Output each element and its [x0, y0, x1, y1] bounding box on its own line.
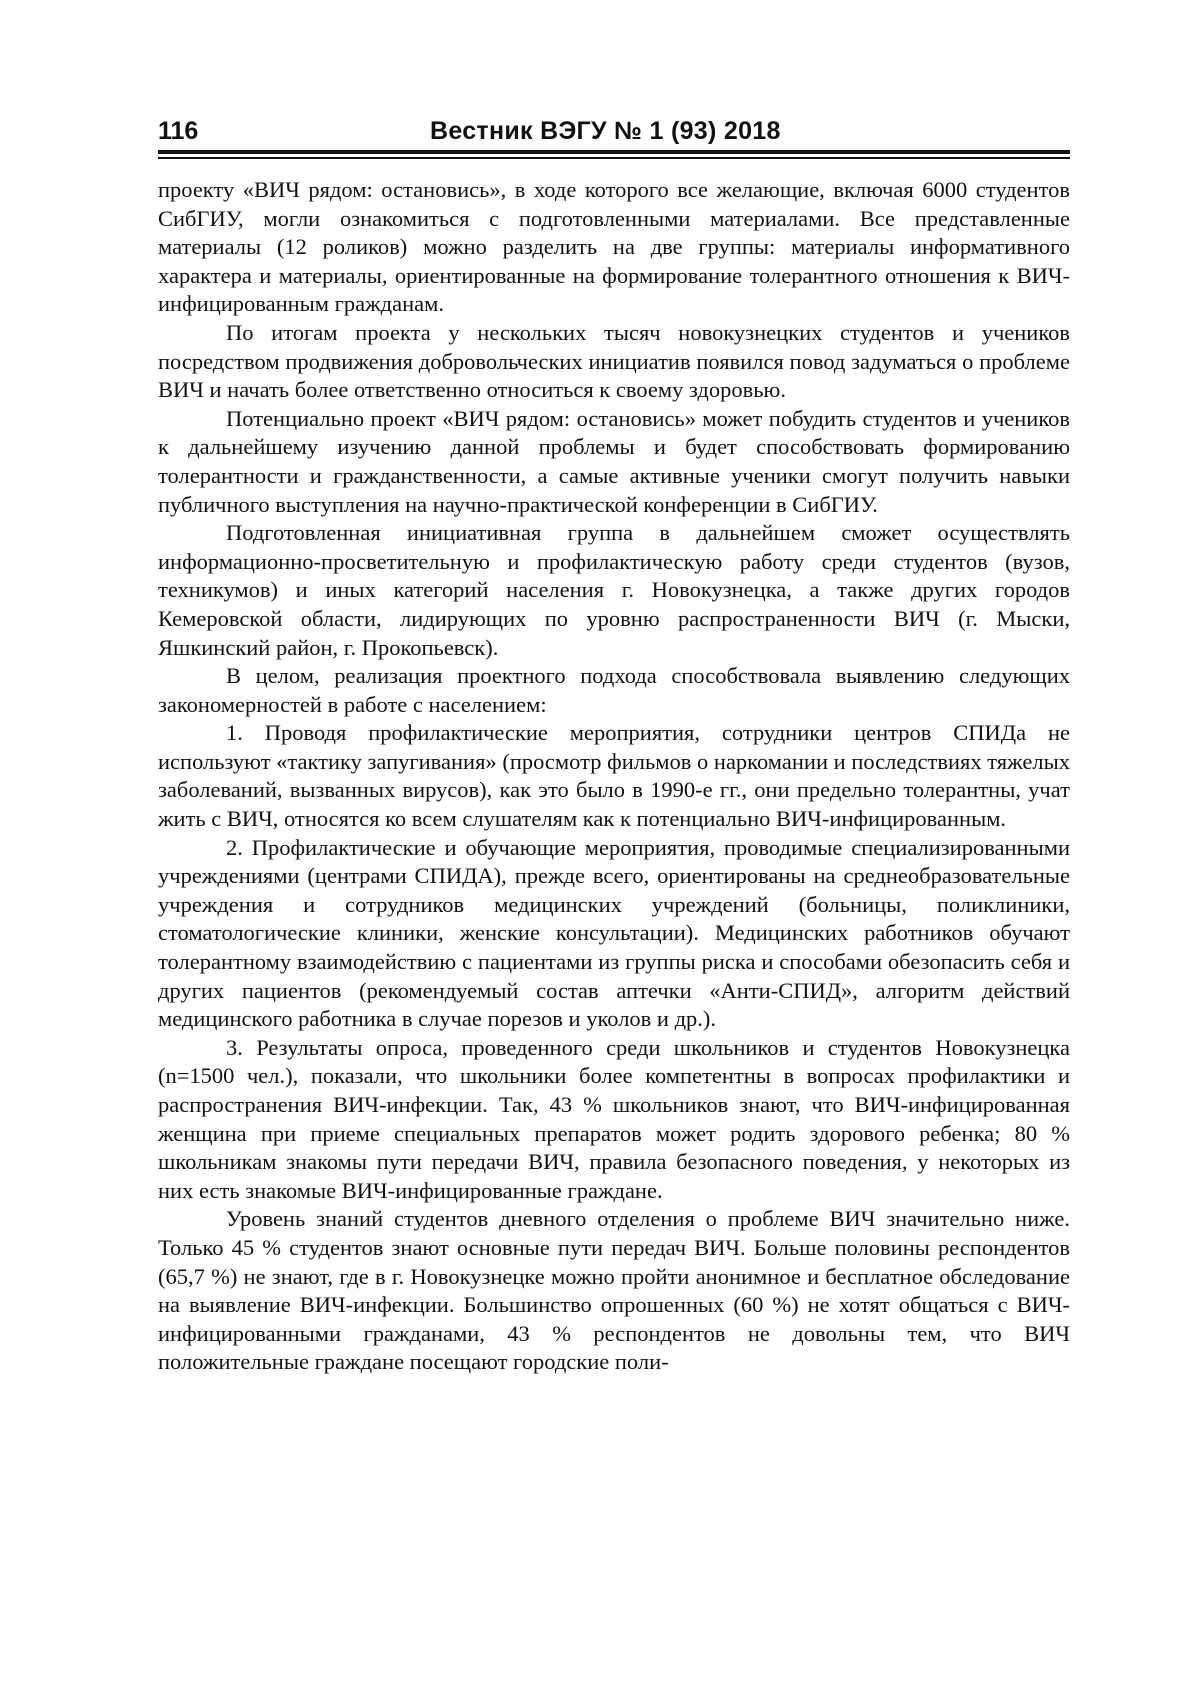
page-number: 116 [158, 117, 199, 145]
list-item-1: 1. Проводя профилактические мероприятия, сотрудники центров СПИДа не используют «тактику запугивания» (просмотр фильмов о наркомании и последствиях тяжелых заболеваний, вызванных вирусов), как это было в 1990-е гг., они предельно толерантны, учат жить с ВИЧ, относятся ко всем слушателям как к потенциально ВИЧ-инфицированным. [158, 720, 1070, 832]
paragraph-3: Потенциально проект «ВИЧ рядом: остановись» может побудить студентов и учеников к дальнейшему изучению данной проблемы и будет способствовать формированию толерантности и гражданственности, а самые активные ученики смогут получить навыки публичного выступления на научно-практической конференции в СибГИУ. [158, 405, 1070, 517]
list-item-2: 2. Профилактические и обучающие мероприятия, проводимые специализированными учреждениями (центрами СПИДА), прежде всего, ориентированы на среднеобразовательные учреждения и сотрудников медицинских учреждений (больницы, поликлиники, стоматологические клиники, женские консультации). Медицинских работников обучают толерантному взаимодействию с пациентами из группы риска и способами обезопасить себя и других пациентов (рекомендуемый состав аптечки «Анти-СПИД», алгоритм действий медицинского работника в случае порезов и уколов и др.). [158, 834, 1070, 1032]
header-rule-thick [158, 150, 1070, 154]
paragraph-2: По итогам проекта у нескольких тысяч новокузнецких студентов и учеников посредством продвижения добровольческих инициатив появился повод задуматься о проблеме ВИЧ и начать более ответственно относиться к своему здоровью. [158, 319, 1070, 403]
header-rule-thin [158, 157, 1070, 159]
paragraph-6: Уровень знаний студентов дневного отделения о проблеме ВИЧ значительно ниже. Только 45 % студентов знают основные пути передач ВИЧ. Больше половины респондентов (65,7 %) не знают, где в г. Новокузнецке можно пройти анонимное и бесплатное обследование на выявление ВИЧ-инфекции. Большинство опрошенных (60 %) не хотят общаться с ВИЧ-инфицированными гражданами, 43 % респондентов не довольны тем, что ВИЧ положительные граждане посещают городские поли- [158, 1206, 1070, 1375]
paragraph-4: Подготовленная инициативная группа в дальнейшем сможет осуществлять информационно-просветительную и профилактическую работу среди студентов (вузов, техникумов) и иных категорий населения г. Новокузнецка, а также других городов Кемеровской области, лидирующих по уровню распространенности ВИЧ (г. Мыски, Яшкинский район, г. Прокопьевск). [158, 520, 1070, 660]
journal-title: Вестник ВЭГУ № 1 (93) 2018 [430, 117, 781, 145]
running-header [158, 113, 1070, 149]
list-item-3: 3. Результаты опроса, проведенного среди школьников и студентов Новокузнецка (n=1500 чел.), показали, что школьники более компетентны в вопросах профилактики и распространения ВИЧ-инфекции. Так, 43 % школьников знают, что ВИЧ-инфицированная женщина при приеме специальных препаратов может родить здорового ребенка; 80 % школьникам знакомы пути передачи ВИЧ, правила безопасного поведения, у некоторых из них есть знакомые ВИЧ-инфицированные граждане. [158, 1034, 1070, 1203]
paragraph-1: проекту «ВИЧ рядом: остановись», в ходе которого все желающие, включая 6000 студентов СибГИУ, могли ознакомиться с подготовленными материалами. Все представленные материалы (12 роликов) можно разделить на две группы: материалы информативного характера и материалы, ориентированные на формирование толерантного отношения к ВИЧ-инфицированным гражданам. [158, 177, 1070, 317]
paragraph-5: В целом, реализация проектного подхода способствовала выявлению следующих закономерностей в работе с населением: [158, 663, 1070, 717]
article-body [158, 176, 1070, 1377]
